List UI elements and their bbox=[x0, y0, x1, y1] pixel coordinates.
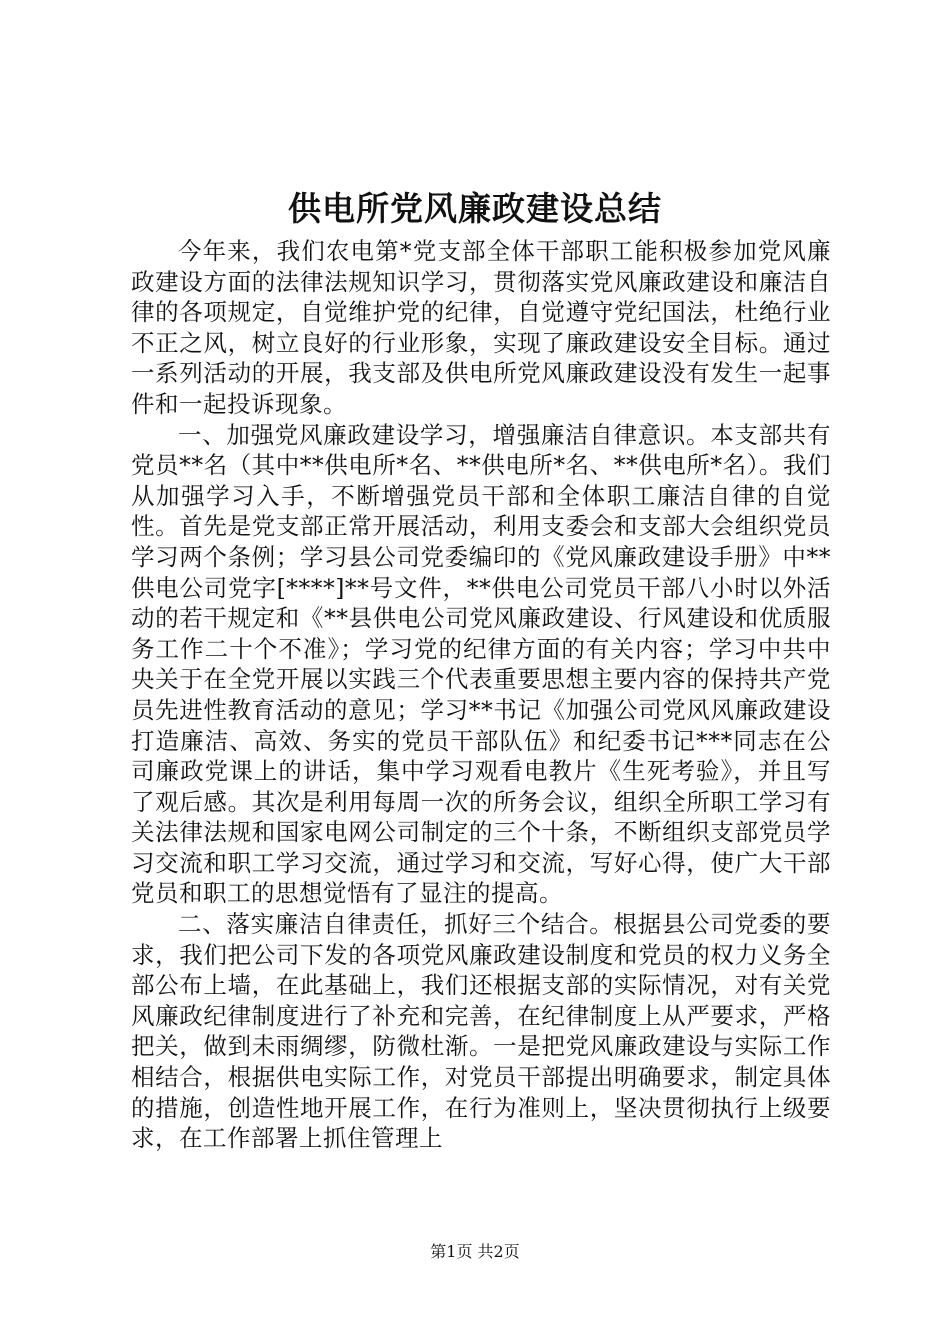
page-title: 供电所党风廉政建设总结 bbox=[288, 189, 662, 228]
document-body bbox=[131, 236, 831, 1154]
paragraph-intro: 今年来，我们农电第*党支部全体干部职工能积极参加党风廉政建设方面的法律法规知识学习，贯彻落实党风廉政建设和廉洁自律的各项规定，自觉维护党的纪律，自觉遵守党纪国法，杜绝行业不正之风，树立良好的行业形象，实现了廉政建设安全目标。通过一系列活动的开展，我支部及供电所党风廉政建设没有发生一起事件和一起投诉现象。 bbox=[131, 237, 831, 418]
paragraph-section-1: 一、加强党风廉政建设学习，增强廉洁自律意识。本支部共有党员**名（其中**供电所*名、**供电所*名、**供电所*名）。我们从加强学习入手，不断增强党员干部和全体职工廉洁自律的自觉性。首先是党支部正常开展活动，利用支委会和支部大会组织党员学习两个条例；学习县公司党委编印的《党风廉政建设手册》中**供电公司党字[****]**号文件，**供电公司党员干部八小时以外活动的若干规定和《**县供电公司党风廉政建设、行风建设和优质服务工作二十个不准》；学习党的纪律方面的有关内容；学习中共中央关于在全党开展以实践三个代表重要思想主要内容的保持共产党员先进性教育活动的意见；学习**书记《加强公司党风风廉政建设打造廉洁、高效、务实的党员干部队伍》和纪委书记***同志在公司廉政党课上的讲话，集中学习观看电教片《生死考验》，并且写了观后感。其次是利用每周一次的所务会议，组织全所职工学习有关法律法规和国家电网公司制定的三个十条，不断组织支部党员学习交流和职工学习交流，通过学习和交流，写好心得，使广大干部党员和职工的思想觉悟有了显注的提高。 bbox=[131, 420, 831, 908]
paragraph-section-2: 二、落实廉洁自律责任，抓好三个结合。根据县公司党委的要求，我们把公司下发的各项党风廉政建设制度和党员的权力义务全部公布上墙，在此基础上，我们还根据支部的实际情况，对有关党风廉政纪律制度进行了补充和完善，在纪律制度上从严要求，严格把关，做到未雨绸缪，防微杜渐。一是把党风廉政建设与实际工作相结合，根据供电实际工作，对党员干部提出明确要求，制定具体的措施，创造性地开展工作，在行为准则上，坚决贯彻执行上级要求，在工作部署上抓住管理上 bbox=[131, 910, 831, 1153]
page-footer: 第1页 共2页 bbox=[430, 1242, 520, 1261]
